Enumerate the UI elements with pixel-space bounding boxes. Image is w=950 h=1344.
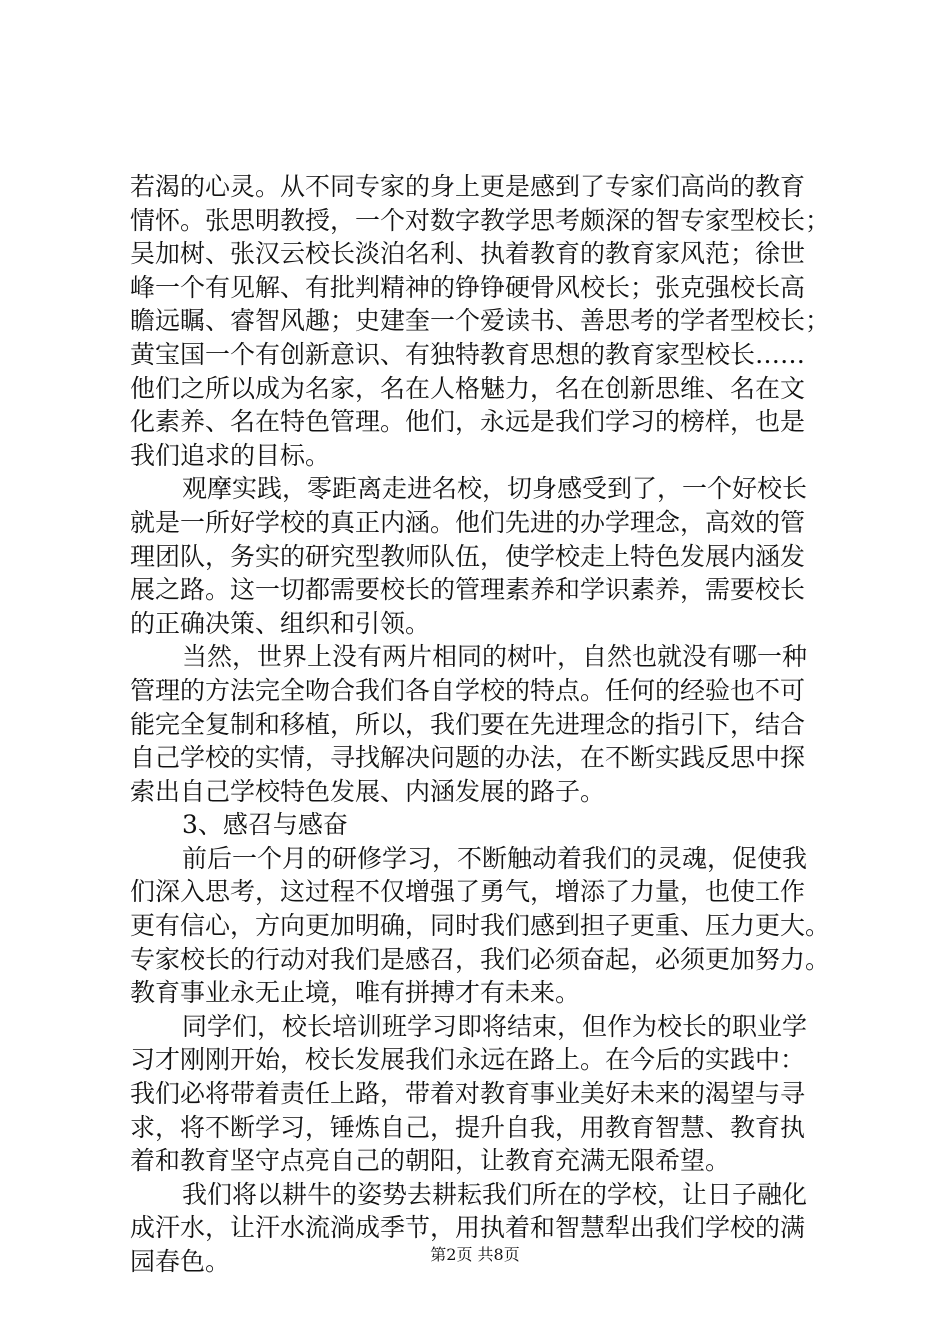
text-line: 着和教育坚守点亮自己的朝阳，让教育充满无限希望。 xyxy=(130,1146,731,1176)
text-line: 黄宝国一个有创新意识、有独特教育思想的教育家型校长…… xyxy=(130,339,806,369)
text-line: 园春色。 xyxy=(130,1247,231,1276)
text-line: 自己学校的实情，寻找解决问题的办法，在不断实践反思中探 xyxy=(130,743,806,773)
text-line: 们深入思考，这过程不仅增强了勇气，增添了力量，也使工作 xyxy=(130,877,806,907)
text-line: 更有信心，方向更加明确，同时我们感到担子更重、压力更大。 xyxy=(130,911,831,941)
text-line: 瞻远瞩、睿智风趣；史建奎一个爱读书、善思考的学者型校长； xyxy=(130,306,831,336)
text-line: 就是一所好学校的真正内涵。他们先进的办学理念，高效的管 xyxy=(130,507,806,537)
paragraph-first-line: 同学们，校长培训班学习即将结束，但作为校长的职业学 xyxy=(182,1011,808,1041)
text-line: 峰一个有见解、有批判精神的铮铮硬骨风校长；张克强校长高 xyxy=(130,272,806,302)
paragraph-first-line: 观摩实践，零距离走进名校，切身感受到了，一个好校长 xyxy=(182,474,808,504)
section-heading: 3、感召与感奋 xyxy=(182,810,348,840)
document-body xyxy=(130,170,845,1279)
text-line: 求，将不断学习，锤炼自己，提升自我，用教育智慧、教育执 xyxy=(130,1112,806,1142)
paragraph-first-line: 我们将以耕牛的姿势去耕耘我们所在的学校，让日子融化 xyxy=(182,1179,808,1209)
text-line: 教育事业永无止境，唯有拼搏才有未来。 xyxy=(130,978,581,1008)
page-footer: 第2页 共8页 xyxy=(430,1245,520,1264)
text-line: 化素养、名在特色管理。他们，永远是我们学习的榜样，也是 xyxy=(130,407,806,437)
text-line: 的正确决策、组织和引领。 xyxy=(130,608,431,638)
text-line: 若渴的心灵。从不同专家的身上更是感到了专家们高尚的教育 xyxy=(130,172,806,201)
text-line: 理团队，务实的研究型教师队伍，使学校走上特色发展内涵发 xyxy=(130,541,806,571)
text-line: 成汗水，让汗水流淌成季节，用执着和智慧犁出我们学校的满 xyxy=(130,1213,806,1243)
text-line: 管理的方法完全吻合我们各自学校的特点。任何的经验也不可 xyxy=(130,675,806,705)
paragraph-first-line: 当然，世界上没有两片相同的树叶，自然也就没有哪一种 xyxy=(182,642,808,672)
text-line: 索出自己学校特色发展、内涵发展的路子。 xyxy=(130,776,606,806)
text-line: 我们必将带着责任上路，带着对教育事业美好未来的渴望与寻 xyxy=(130,1079,806,1109)
text-line: 吴加树、张汉云校长淡泊名利、执着教育的教育家风范；徐世 xyxy=(130,239,806,269)
text-line: 我们追求的目标。 xyxy=(130,440,331,470)
paragraph-first-line: 前后一个月的研修学习，不断触动着我们的灵魂，促使我 xyxy=(182,843,808,873)
text-line: 情怀。张思明教授，一个对数字教学思考颇深的智专家型校长； xyxy=(130,205,831,235)
text-line: 专家校长的行动对我们是感召，我们必须奋起，必须更加努力。 xyxy=(130,944,831,974)
text-line: 能完全复制和移植，所以，我们要在先进理念的指引下，结合 xyxy=(130,709,806,739)
text-line: 他们之所以成为名家，名在人格魅力，名在创新思维、名在文 xyxy=(130,373,806,403)
text-line: 习才刚刚开始，校长发展我们永远在路上。在今后的实践中： xyxy=(130,1045,806,1075)
text-line: 展之路。这一切都需要校长的管理素养和学识素养，需要校长 xyxy=(130,575,806,605)
